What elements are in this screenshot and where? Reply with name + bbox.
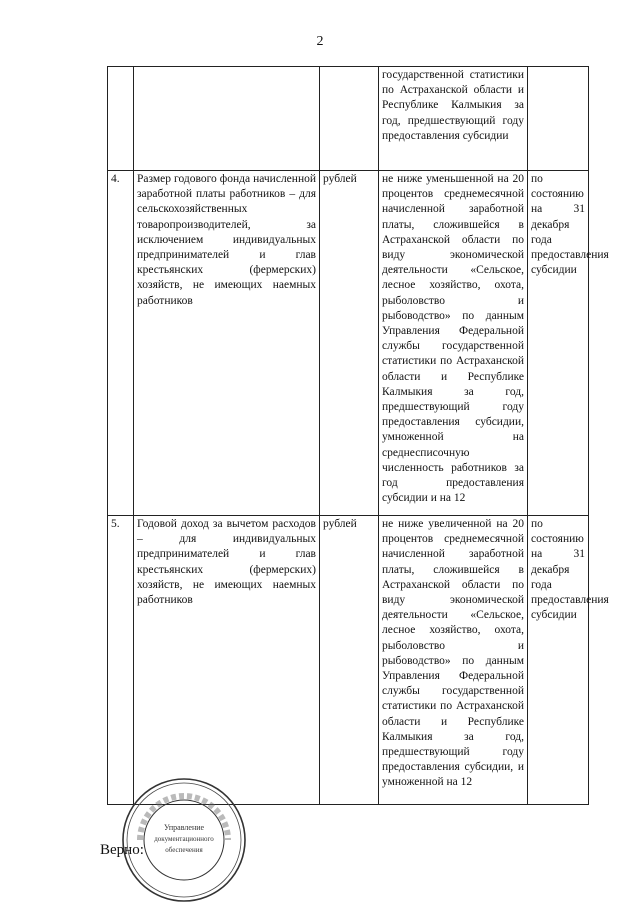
table-row [108,171,589,516]
cell-name: Размер годового фонда начисленной заработной платы работников – для сельскохозяйственных товаропроизводителей, за исключением индивидуальных предпринимателей и глав крестьянских (фермерских) хозяйств, не имеющих наемных работников [134,171,320,516]
cell-num [108,67,134,171]
cell-value: не ниже уменьшенной на 20 процентов среднемесячной начисленной заработной платы, сложившейся в Астраханской области по виду экономической деятельности «Сельское, лесное хозяйство, охота, рыболовство и рыбоводство» по данным Управления Федеральной службы государственной статистики по Астраханской области и Республике Калмыкия за год, предшествующий году предоставления субсидии, умноженной на среднесписочную численность работников за год предоставления субсидии и на 12 [379,171,528,516]
cell-num: 4. [108,171,134,516]
cell-unit [320,67,379,171]
table-row [108,67,589,171]
subsidy-criteria-table [107,66,609,805]
cell-unit: рублей [320,171,379,516]
cell-value: государственной статистики по Астраханской области и Республике Калмыкия за год, предшествующий году предоставления субсидии [379,67,528,171]
table-row [108,516,589,805]
cell-unit: рублей [320,516,379,805]
cell-name: Годовой доход за вычетом расходов – для индивидуальных предпринимателей и глав крестьянских (фермерских) хозяйств, не имеющих наемных работников [134,516,320,805]
cell-value: не ниже увеличенной на 20 процентов среднемесячной начисленной заработной платы, сложившейся в Астраханской области по виду экономической деятельности «Сельское, лесное хозяйство, охота, рыболовство и рыбоводство» по данным Управления Федеральной службы государственной статистики по Астраханской области и Республике Калмыкия за год, предшествующий году предоставления субсидии, и умноженной на 12 [379,516,528,805]
round-seal-stamp [120,776,248,904]
cell-date: по состоянию на 31 декабря года предоставления субсидии [528,516,589,805]
verno-label: Верно: [100,842,144,858]
page-number: 2 [316,34,324,49]
seal-line-1: Управление [163,823,205,832]
seal-line-2: документационного [154,835,214,843]
cell-date: по состоянию на 31 декабря года предоставления субсидии [528,171,589,516]
cell-date [528,67,589,171]
seal-line-3: обеспечения [165,846,203,854]
cell-num: 5. [108,516,134,805]
cell-name [134,67,320,171]
